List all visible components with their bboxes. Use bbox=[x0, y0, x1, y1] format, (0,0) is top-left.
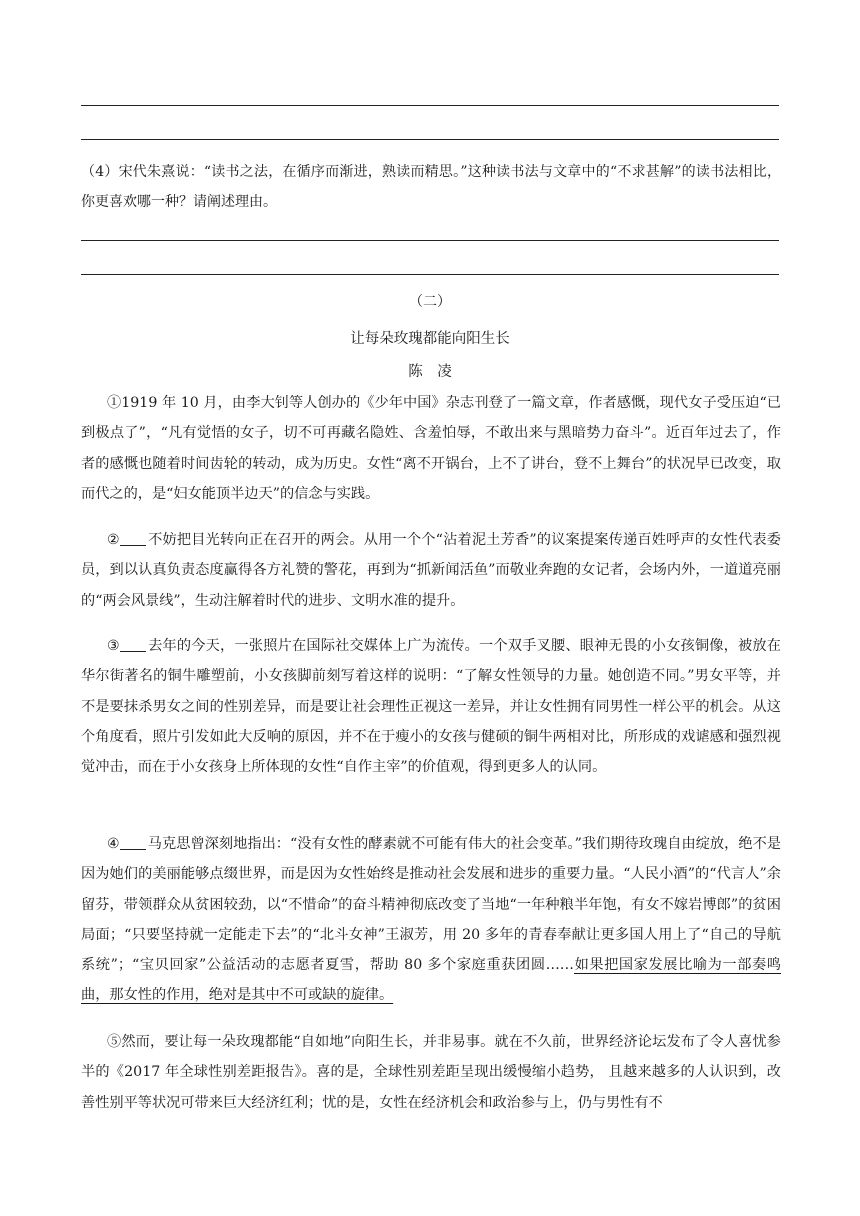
paragraph-4-text: 马克思曾深刻地指出：“没有女性的酵素就不可能有伟大的社会变革。”我们期待玫瑰自由绽放，绝不是因为她们的美丽能够点缀世界，而是因为女性始终是推动社会发展和进步的重要力量。“人民小酒”的“代言人”余留芬，带领群众从贫困较劲，以“不惜命”的奋斗精神彻底改变了当地“一年种粮半年饱，有女不嫁岩博郎”的贫困局面；“只要坚持就一定能走下去”的“北斗女神”王淑芳，用 20 多年的青春奉献让更多国人用上了“自己的导航系统”；“宝贝回家”公益活动的志愿者夏雪，帮助 80 多个家庭重获团圆…… bbox=[81, 836, 781, 974]
article-author: 陈 凌 bbox=[408, 364, 452, 380]
paragraph-number: ③ bbox=[107, 638, 120, 654]
paragraph-number: ② bbox=[107, 532, 120, 548]
paragraph-2 bbox=[81, 525, 781, 616]
underlined-sentence: 如果把国家发展比喻为一部奏鸣曲，那女性的作用，绝对是其中不可或缺的旋律。 bbox=[81, 957, 781, 1004]
fill-blank[interactable] bbox=[120, 835, 146, 850]
paragraph-number: ④ bbox=[107, 836, 120, 852]
article-title: 让每朵玫瑰都能向阳生长 bbox=[350, 331, 510, 347]
paragraph-4 bbox=[81, 829, 781, 1011]
paragraph-5: ⑤然而，要让每一朵玫瑰都能“自如地”向阳生长，并非易事。就在不久前，世界经济论坛发布了令人喜忧参半的《2017 年全球性别差距报告》。喜的是，全球性别差距呈现出缓慢缩小趋势， 且越来越多的人认识到，改善性别平等状况可带来巨大经济红利；忧的是，女性在经济机会和政治参与上，仍与男性有不 bbox=[81, 1034, 781, 1111]
answer-line[interactable] bbox=[81, 105, 779, 106]
paragraph-3 bbox=[81, 631, 781, 782]
fill-blank[interactable] bbox=[120, 531, 146, 546]
paragraph-3-text: 去年的今天，一张照片在国际社交媒体上广为流传。一个双手叉腰、眼神无畏的小女孩铜像，被放在华尔街著名的铜牛雕塑前，小女孩脚前刻写着这样的说明：“了解女性领导的力量。她创造不同。”男女平等，并不是要抹杀男女之间的性别差异，而是要让社会理性正视这一差异，并让女性拥有同男性一样公平的机会。从这个角度看，照片引发如此大反响的原因，并不在于瘦小的女孩与健硕的铜牛两相对比，所形成的戏谑感和强烈视觉冲击，而在于小女孩身上所体现的女性“自作主宰”的价值观，得到更多人的认同。 bbox=[81, 638, 781, 776]
answer-line[interactable] bbox=[81, 139, 779, 140]
question-4-text: （4）宋代朱熹说：“读书之法，在循序而渐进，熟读而精思。”这种读书法与文章中的“不求甚解”的读书法相比，你更喜欢哪一种？请阐述理由。 bbox=[81, 164, 781, 210]
paragraph-2-text: 不妨把目光转向正在召开的两会。从用一个个“沾着泥土芳香”的议案提案传递百姓呼声的女性代表委员，到以认真负责态度赢得各方礼赞的警花，再到为“抓新闻活鱼”而敬业奔跑的女记者，会场内外，一道道亮丽的“两会风景线”，生动注解着时代的进步、文明水准的提升。 bbox=[81, 532, 781, 609]
answer-line[interactable] bbox=[81, 274, 779, 275]
paragraph-1: ①1919 年 10 月，由李大钊等人创办的《少年中国》杂志刊登了一篇文章，作者感慨，现代女子受压迫“已到极点了”，“凡有觉悟的女子，切不可再藏名隐姓、含羞怕辱，不敢出来与黑暗势力奋斗”。近百年过去了，作者的感慨也随着时间齿轮的转动，成为历史。女性“离不开锅台，上不了讲台，登不上舞台”的状况早已改变，取而代之的，是“妇女能顶半边天”的信念与实践。 bbox=[81, 395, 781, 502]
section-number: （二） bbox=[409, 294, 451, 310]
answer-line[interactable] bbox=[81, 240, 779, 241]
fill-blank[interactable] bbox=[120, 637, 146, 652]
